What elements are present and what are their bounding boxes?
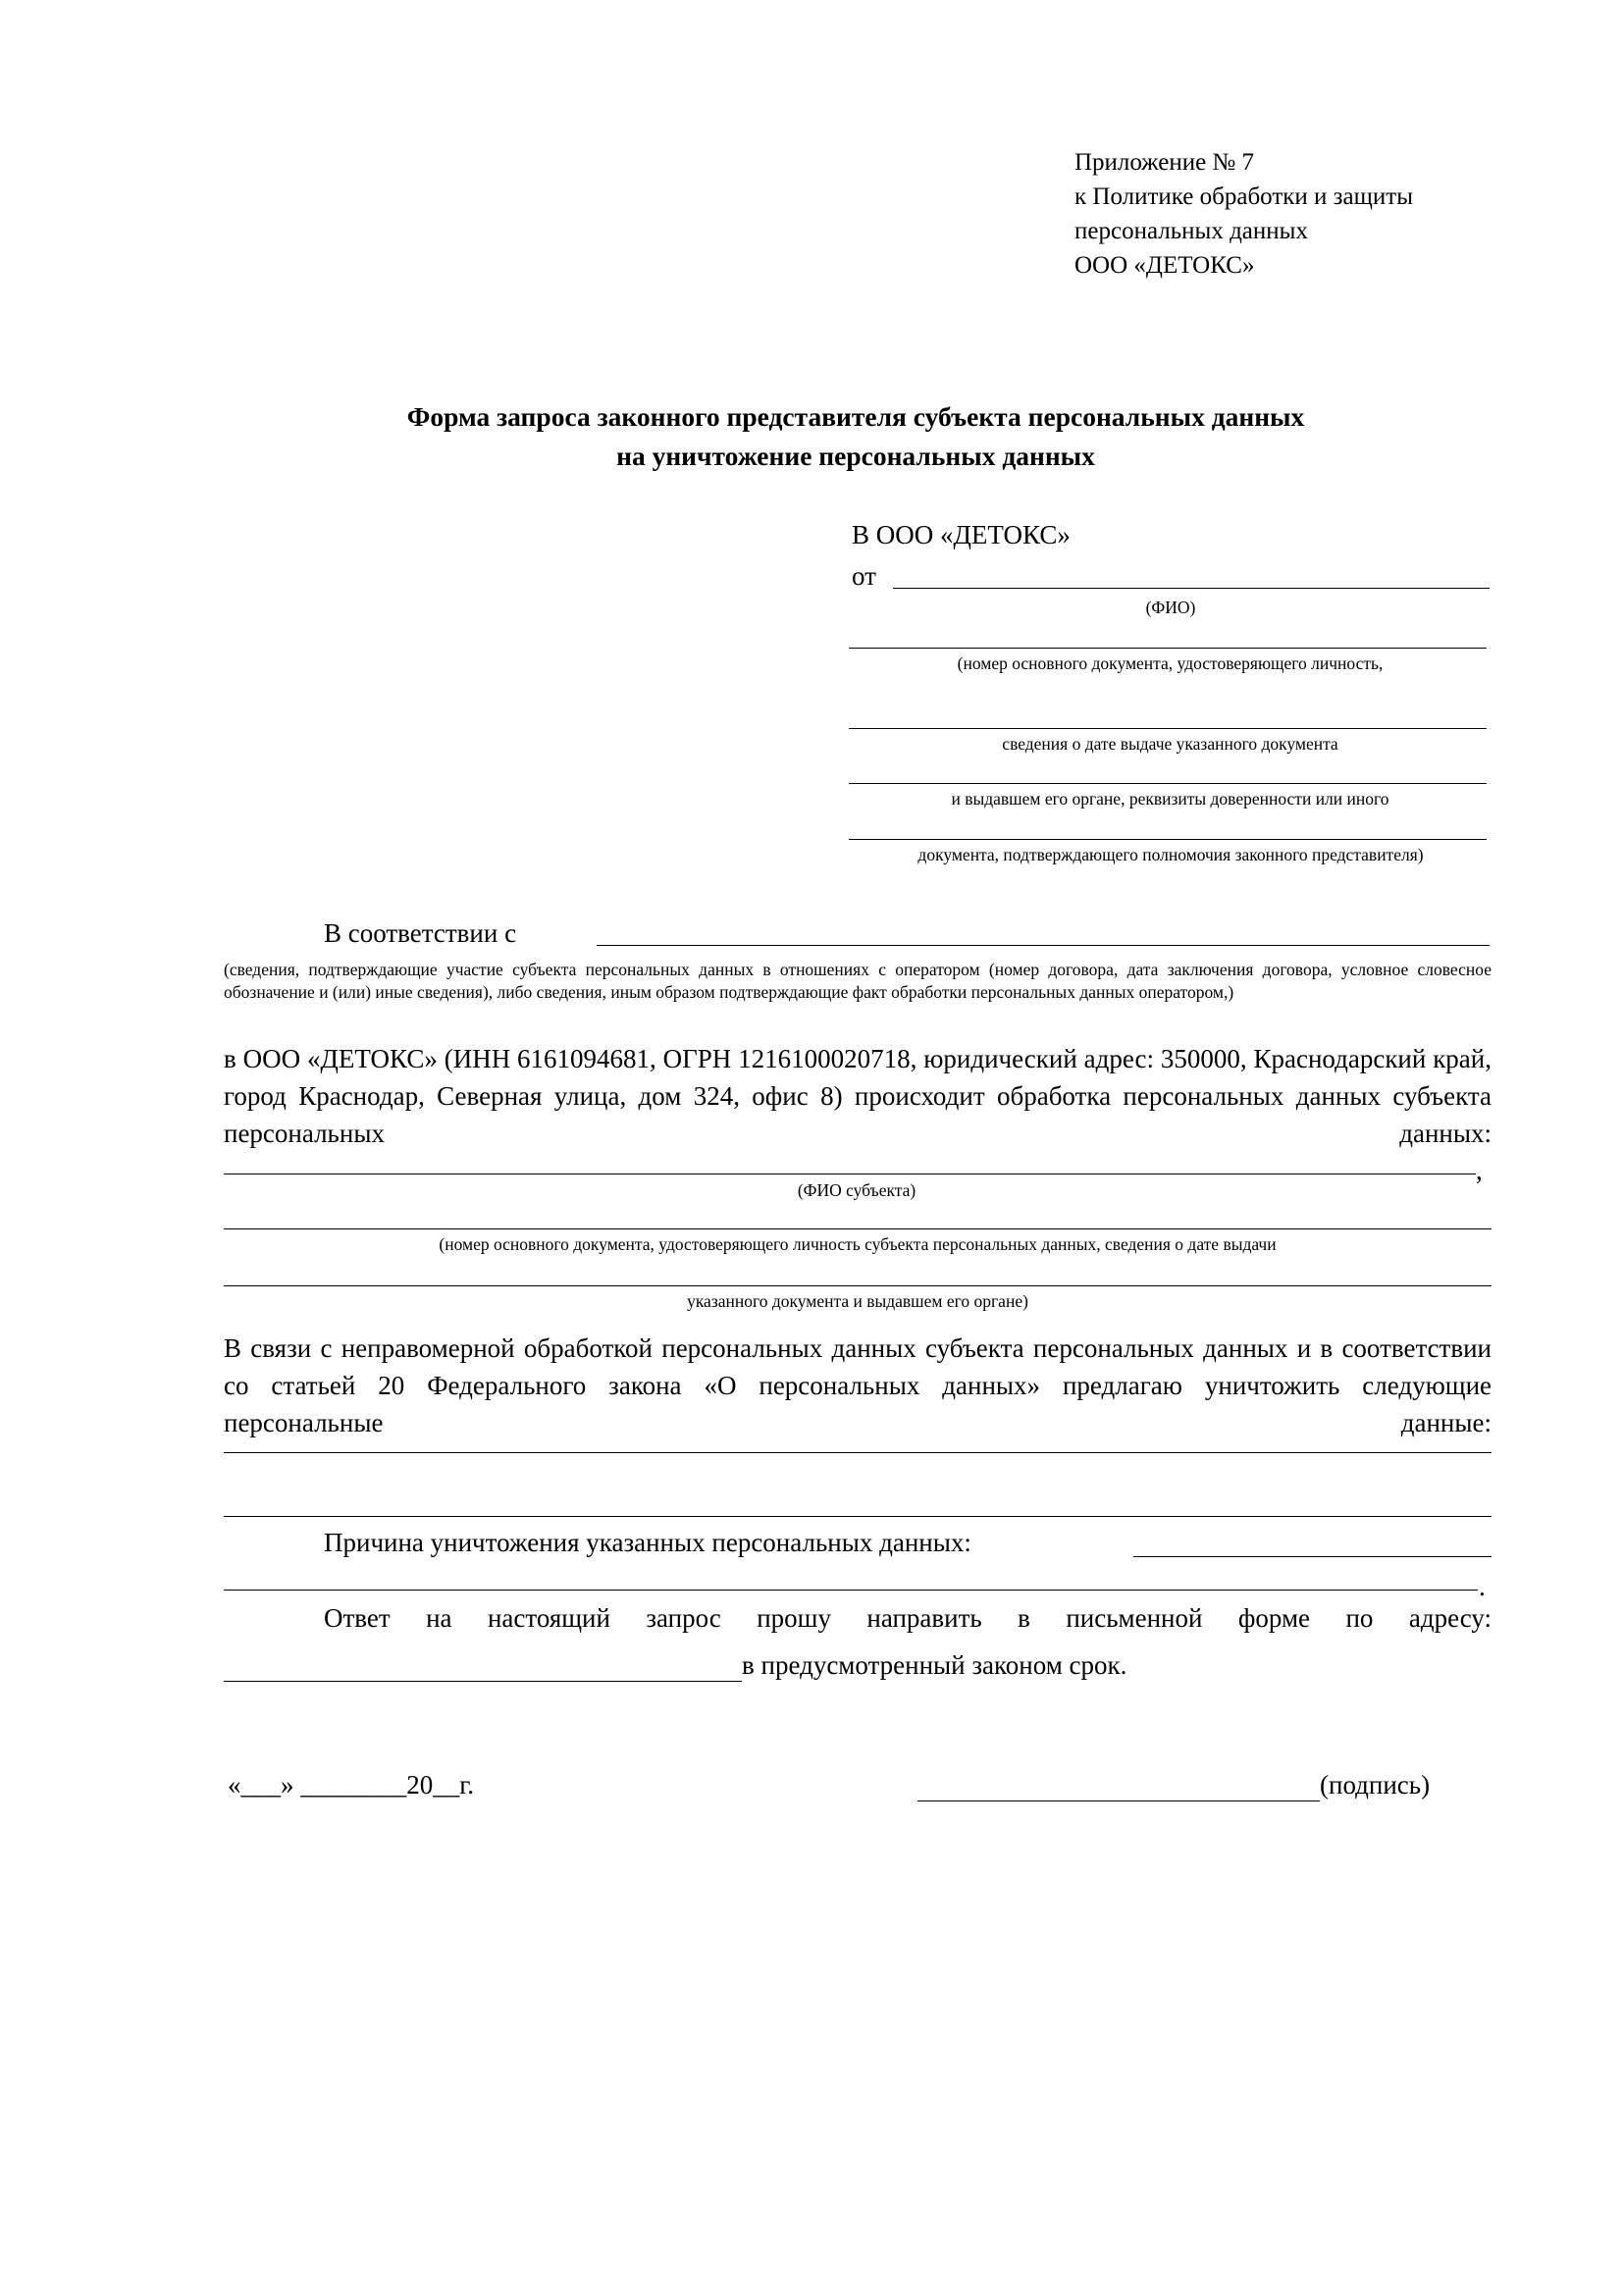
destroy-data-fill-line-1[interactable] — [224, 1452, 1492, 1453]
header-line-personal-data: персональных данных — [1074, 218, 1308, 244]
accordance-note: (сведения, подтверждающие участие субъекта персональных данных в отношениях с оператором (номер договора, дата заключения договора, условное словесное обозначение и (или) иные сведения), либо сведения, иным образом подтверждающие факт обработки персональных данных оператором,) — [224, 960, 1492, 1002]
signature-fill-line[interactable] — [917, 1800, 1320, 1801]
reason-fill-line-2[interactable] — [224, 1590, 1478, 1591]
date-line[interactable]: «___» ________20__г. — [228, 1770, 475, 1800]
answer-address-fill-line[interactable] — [224, 1681, 742, 1682]
doc-power-fill-line[interactable] — [849, 839, 1487, 840]
reason-fill-line-1[interactable] — [1133, 1556, 1492, 1557]
doc-number-fill-line[interactable] — [849, 648, 1487, 649]
answer-label: Ответ на настоящий запрос прошу направить в письменной форме по адресу: — [324, 1603, 1492, 1633]
page-title-line-2: на уничтожение персональных данных — [616, 441, 1095, 471]
from-row — [852, 561, 1490, 592]
signature-caption: (подпись) — [1320, 1770, 1431, 1800]
unlawful-paragraph: В связи с неправомерной обработкой персональных данных субъекта персональных данных и в соответствии со статьей 20 Федерального закона «О персональных данных» предлагаю уничтожить следующие персональные данные: — [224, 1333, 1492, 1437]
subject-doc-fill-line-1[interactable] — [224, 1228, 1492, 1229]
caption-subject-doc-1: (номер основного документа, удостоверяющего личность субъекта персональных данных, сведения о дате выдачи — [439, 1234, 1277, 1254]
caption-subject-doc-2: указанного документа и выдавшем его органе) — [687, 1291, 1028, 1311]
answer-tail: в предусмотренный законом срок. — [742, 1650, 1127, 1680]
doc-date-fill-line[interactable] — [849, 728, 1487, 729]
addressee-to: В ООО «ДЕТОКС» — [852, 520, 1071, 549]
page-title — [223, 397, 1489, 476]
caption-doc-power: документа, подтверждающего полномочия законного представителя) — [917, 845, 1424, 864]
header-line-policy: к Политике обработки и защиты — [1074, 183, 1414, 210]
operator-paragraph: в ООО «ДЕТОКС» (ИНН 6161094681, ОГРН 1216100020718, юридический адрес: 350000, Краснодарский край, город Краснодар, Северная улица, дом 324, офис 8) происходит обработка персональных данных субъекта персональных данных: — [224, 1044, 1492, 1148]
from-label: от — [852, 561, 876, 591]
subject-doc-fill-line-2[interactable] — [224, 1285, 1492, 1286]
caption-doc-number: (номер основного документа, удостоверяющего личность, — [957, 653, 1384, 673]
destroy-data-fill-line-2[interactable] — [224, 1516, 1492, 1517]
header-line-appendix: Приложение № 7 — [1074, 149, 1255, 176]
caption-doc-issuer: и выдавшем его органе, реквизиты доверенности или иного — [951, 789, 1389, 809]
subject-fio-comma: , — [1476, 1156, 1483, 1185]
from-fill-line[interactable] — [893, 561, 1490, 589]
accordance-fill-line[interactable] — [597, 945, 1490, 946]
header-line-company: ООО «ДЕТОКС» — [1074, 252, 1255, 279]
reason-label: Причина уничтожения указанных персональных данных: — [324, 1528, 971, 1557]
document-header — [1074, 145, 1585, 283]
page-title-line-1: Форма запроса законного представителя субъекта персональных данных — [406, 401, 1305, 432]
accordance-label: В соответствии с — [324, 918, 517, 948]
reason-period: . — [1479, 1572, 1486, 1601]
caption-fio: (ФИО) — [1145, 598, 1196, 617]
caption-subject-fio: (ФИО субъекта) — [797, 1180, 916, 1200]
caption-doc-date: сведения о дате выдаче указанного документа — [1002, 734, 1338, 754]
doc-issuer-fill-line[interactable] — [849, 783, 1487, 784]
